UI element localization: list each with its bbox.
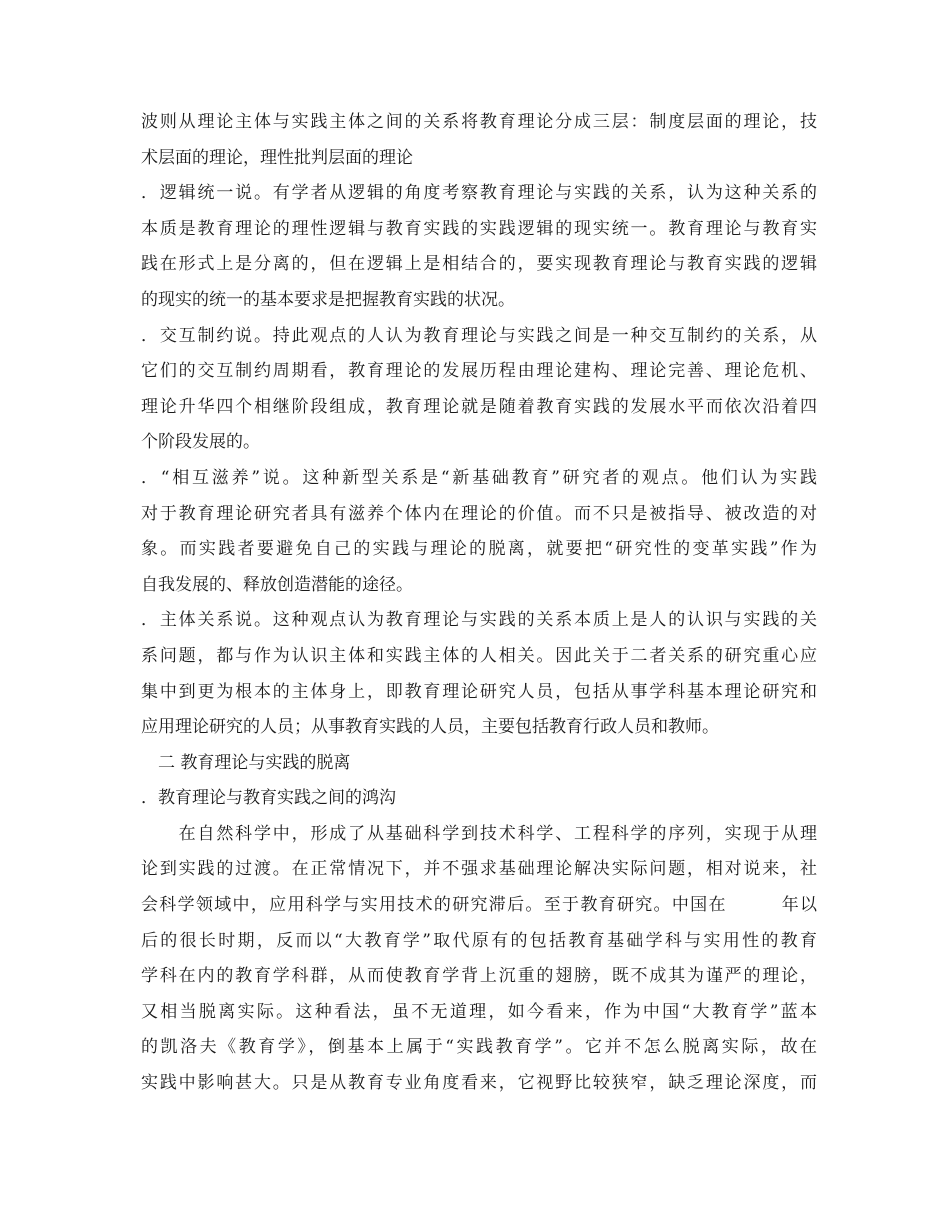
text-line: 它们的交互制约周期看，教育理论的发展历程由理论建构、理论完善、理论危机、 — [141, 361, 817, 382]
text-line: 系问题，都与作为认识主体和实践主体的人相关。因此关于二者关系的研究重心应 — [141, 645, 817, 666]
text-line: 会科学领域中，应用科学与实用技术的研究滞后。至于教育研究。中国在 年以 — [141, 895, 817, 916]
text-line: 理论升华四个相继阶段组成，教育理论就是随着教育实践的发展水平而依次沿着四 — [141, 396, 817, 417]
text-line: 自我发展的、释放创造潜能的途径。 — [141, 574, 413, 595]
text-line: 应用理论研究的人员；从事教育实践的人员，主要包括教育行政人员和教师。 — [141, 717, 719, 738]
text-line: ．逻辑统一说。有学者从逻辑的角度考察教育理论与实践的关系，认为这种关系的 — [141, 183, 817, 204]
text-line: 又相当脱离实际。这种看法，虽不无道理，如今看来，作为中国“大教育学”蓝本 — [141, 1001, 817, 1022]
text-line: 践在形式上是分离的，但在逻辑上是相结合的，要实现教育理论与教育实践的逻辑 — [141, 254, 817, 275]
text-line: 学科在内的教育学科群，从而使教育学背上沉重的翅膀，既不成其为谨严的理论， — [141, 966, 817, 987]
text-line: ．“相互滋养”说。这种新型关系是“新基础教育”研究者的观点。他们认为实践 — [141, 467, 817, 488]
text-line: 术层面的理论，理性批判层面的理论 — [141, 147, 413, 168]
text-line: 二 教育理论与实践的脱离 — [141, 752, 351, 773]
text-line: 论到实践的过渡。在正常情况下，并不强求基础理论解决实际问题，相对说来，社 — [141, 859, 817, 880]
text-line: 后的很长时期，反而以“大教育学”取代原有的包括教育基础学科与实用性的教育 — [141, 930, 817, 951]
text-line: 集中到更为根本的主体身上，即教育理论研究人员，包括从事学科基本理论研究和 — [141, 681, 817, 702]
text-line: 本质是教育理论的理性逻辑与教育实践的实践逻辑的现实统一。教育理论与教育实 — [141, 218, 817, 239]
text-line: 实践中影响甚大。只是从教育专业角度看来，它视野比较狭窄，缺乏理论深度，而 — [141, 1073, 817, 1094]
document-body — [141, 105, 817, 1102]
text-line: ．教育理论与教育实践之间的鸿沟 — [141, 788, 396, 809]
text-line: ．交互制约说。持此观点的人认为教育理论与实践之间是一种交互制约的关系，从 — [141, 325, 817, 346]
text-line: ．主体关系说。这种观点认为教育理论与实践的关系本质上是人的认识与实践的关 — [141, 610, 817, 631]
text-line: 对于教育理论研究者具有滋养个体内在理论的价值。而不只是被指导、被改造的对 — [141, 503, 817, 524]
text-line: 个阶段发展的。 — [141, 432, 260, 453]
text-line: 在自然科学中，形成了从基础科学到技术科学、工程科学的序列，实现于从理 — [141, 823, 817, 844]
text-line: 波则从理论主体与实践主体之间的关系将教育理论分成三层：制度层面的理论，技 — [141, 112, 817, 132]
text-line: 的凯洛夫《教育学》，倒基本上属于“实践教育学”。它并不怎么脱离实际，故在 — [141, 1037, 817, 1058]
text-line: 的现实的统一的基本要求是把握教育实践的状况。 — [141, 289, 515, 310]
text-line: 象。而实践者要避免自己的实践与理论的脱离，就要把“研究性的变革实践”作为 — [141, 539, 817, 560]
